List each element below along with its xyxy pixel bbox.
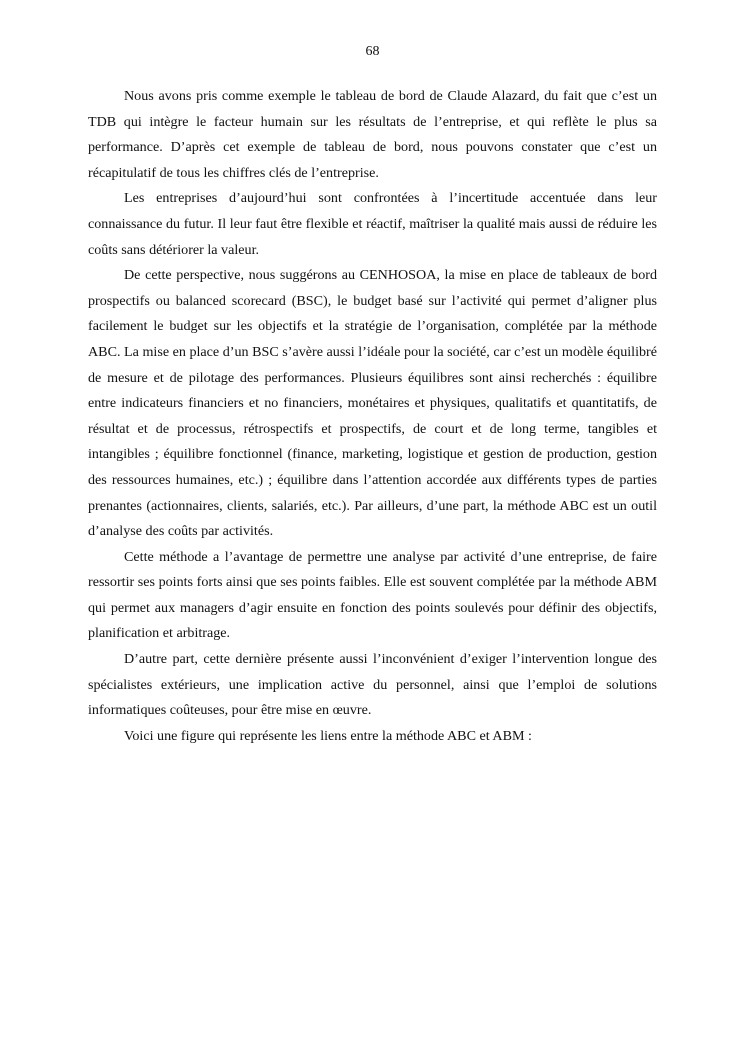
- paragraph-perspective-bsc: De cette perspective, nous suggérons au CENHOSOA, la mise en place de tableaux de bord prospectifs ou balanced scorecard (BSC), le budget basé sur l’activité qui permet d’aligner plus facilement le budget sur les objectifs et la stratégie de l’organisation, complétée par la méthode ABC. La mise en place d’un BSC s’avère aussi l’idéale pour la société, car c’est un modèle équilibré de mesure et de pilotage des performances. Plusieurs équilibres sont ainsi recherchés : équilibre entre indicateurs financiers et no financiers, monétaires et physiques, qualitatifs et quantitatifs, de résultat et de processus, rétrospectifs et prospectifs, de court et de long terme, tangibles et intangibles ; équilibre fonctionnel (finance, marketing, logistique et gestion de production, gestion des ressources humaines, etc.) ; équilibre dans l’attention accordée aux différents types de parties prenantes (actionnaires, clients, salariés, etc.). Par ailleurs, d’une part, la méthode ABC est un outil d’analyse des coûts par activités.: [88, 267, 657, 540]
- page-number: 68: [365, 44, 380, 59]
- body-text: [88, 84, 657, 749]
- paragraph-entreprises: Les entreprises d’aujourd’hui sont confrontées à l’incertitude accentuée dans leur connaissance du futur. Il leur faut être flexible et réactif, maîtriser la qualité mais aussi de réduire les coûts sans détériorer la valeur.: [88, 190, 657, 258]
- paragraph-tableau-de-bord: Nous avons pris comme exemple le tableau de bord de Claude Alazard, du fait que c’est un TDB qui intègre le facteur humain sur les résultats de l’entreprise, et qui reflète le plus sa performance. D’après cet exemple de tableau de bord, nous pouvons constater que c’est un récapitulatif de tous les chiffres clés de l’entreprise.: [88, 88, 657, 181]
- paragraph-methode-abc: Cette méthode a l’avantage de permettre une analyse par activité d’une entreprise, de faire ressortir ses points forts ainsi que ses points faibles. Elle est souvent complétée par la méthode ABM qui permet aux managers d’agir ensuite en fonction des points soulevés pour définir des objectifs, planification et arbitrage.: [88, 548, 657, 642]
- paragraph-inconvenient: D’autre part, cette dernière présente aussi l’inconvénient d’exiger l’intervention longue des spécialistes extérieurs, une implication active du personnel, ainsi que l’emploi de solutions informatiques coûteuses, pour être mise en œuvre.: [88, 651, 657, 719]
- paragraph-figure-intro: Voici une figure qui représente les liens entre la méthode ABC et ABM :: [124, 727, 532, 744]
